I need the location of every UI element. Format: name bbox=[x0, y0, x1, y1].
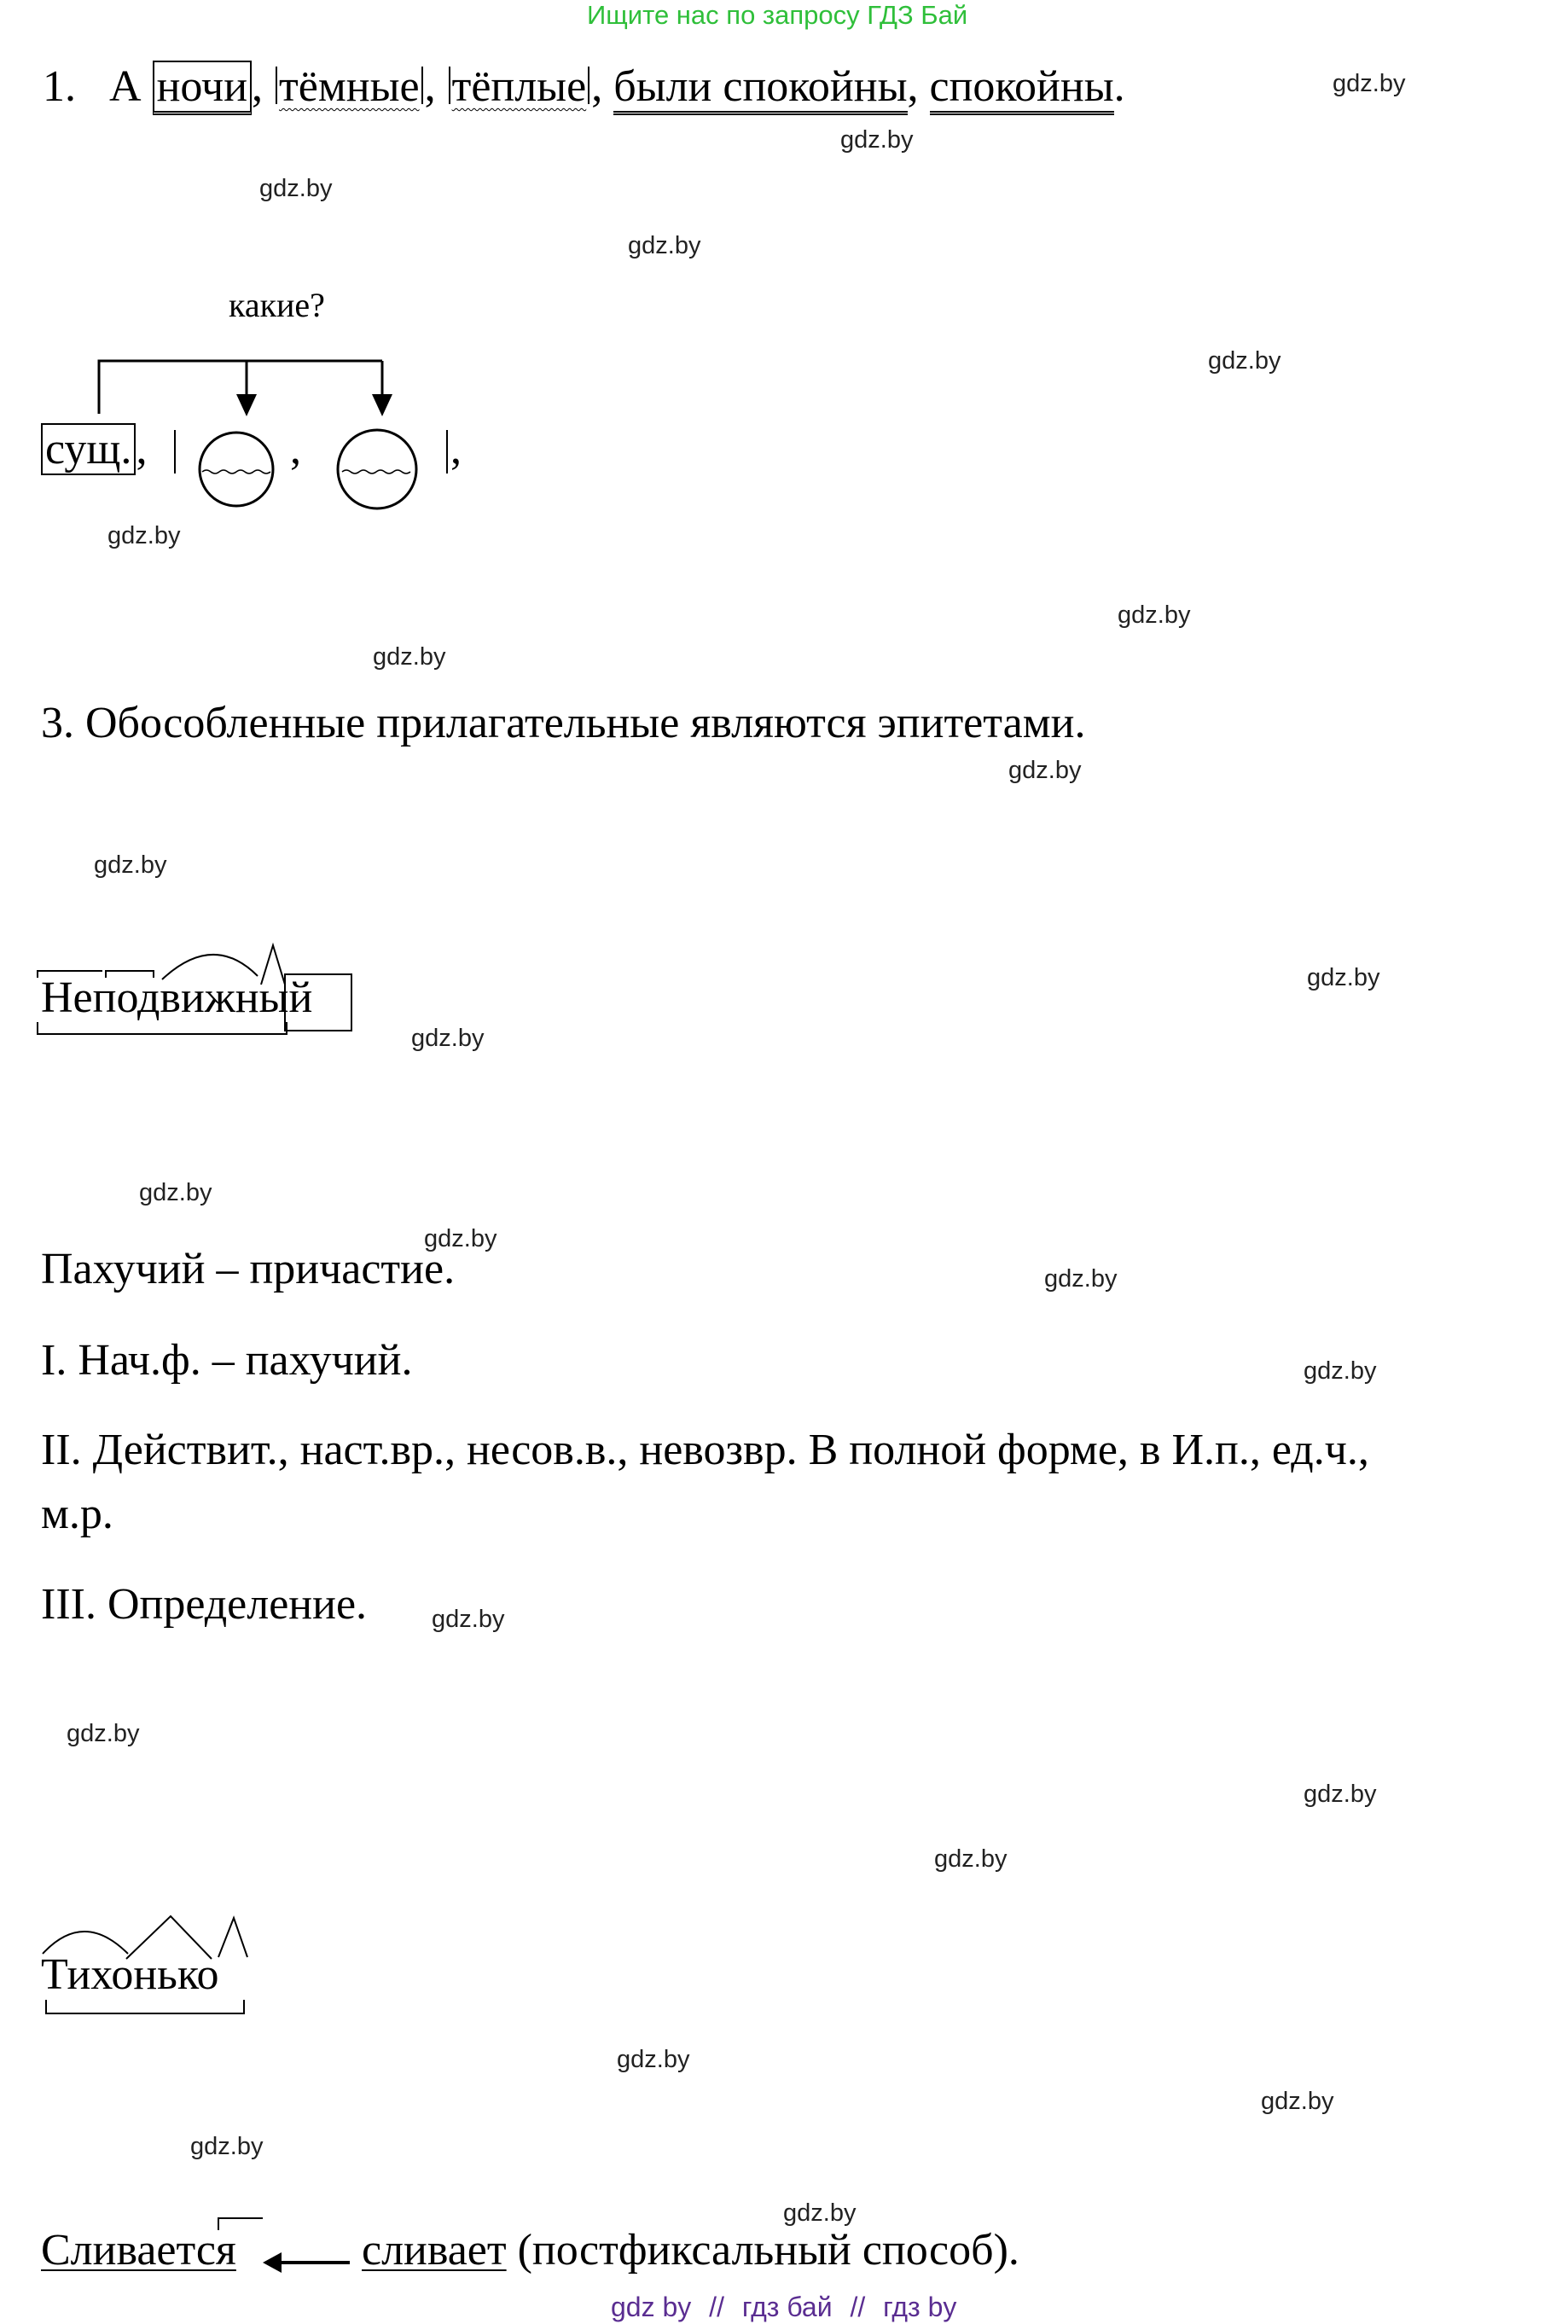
watermark: gdz.by bbox=[617, 2046, 690, 2073]
analysis-line-3a: II. Действит., наст.вр., несов.в., невозвр. В полной форме, в И.п., ед.ч., bbox=[41, 1426, 1369, 1474]
watermark: gdz.by bbox=[259, 175, 333, 202]
watermark: gdz.by bbox=[1304, 1781, 1377, 1808]
word-temnye: тёмные bbox=[279, 62, 420, 111]
derivation-marks bbox=[0, 0, 375, 2304]
footer-links bbox=[611, 2292, 956, 2323]
predicate-1: были спокойны bbox=[613, 62, 907, 115]
scheme-comma: , bbox=[450, 425, 462, 474]
watermark: gdz.by bbox=[1304, 1357, 1377, 1385]
watermark: gdz.by bbox=[840, 126, 914, 154]
watermark: gdz.by bbox=[424, 1225, 497, 1252]
noun-label: сущ. bbox=[41, 423, 136, 475]
comma: , bbox=[591, 62, 603, 111]
period: . bbox=[1113, 62, 1125, 111]
arrow-head bbox=[263, 2252, 282, 2273]
footer-sep: // bbox=[850, 2292, 866, 2322]
watermark: gdz.by bbox=[411, 1025, 485, 1052]
derivation-base bbox=[362, 2225, 1019, 2276]
comma: , bbox=[136, 425, 148, 474]
comma: , bbox=[907, 62, 919, 111]
watermark: gdz.by bbox=[94, 851, 167, 879]
watermark: gdz.by bbox=[1044, 1265, 1118, 1293]
footer-sep: // bbox=[709, 2292, 724, 2322]
analysis-line-4: III. Определение. bbox=[41, 1580, 368, 1629]
footer-link-3[interactable]: гдз by bbox=[883, 2292, 957, 2322]
watermark: gdz.by bbox=[1333, 70, 1406, 97]
analysis-line-3b: м.р. bbox=[41, 1490, 113, 1538]
footer-link-2[interactable]: гдз бай bbox=[741, 2292, 833, 2322]
morph-word-2: Тихонько bbox=[41, 1950, 219, 1999]
watermark: gdz.by bbox=[67, 1720, 140, 1747]
watermark: gdz.by bbox=[1307, 964, 1380, 991]
base-word: сливает bbox=[362, 2226, 507, 2275]
morph-word-1: Неподвижный bbox=[41, 973, 313, 1022]
watermark: gdz.by bbox=[934, 1845, 1008, 1873]
watermark: gdz.by bbox=[190, 2133, 264, 2160]
derivation-note: (постфиксальный способ). bbox=[517, 2226, 1019, 2275]
watermark: gdz.by bbox=[628, 232, 701, 259]
watermark: gdz.by bbox=[373, 643, 446, 671]
word-teplye: тёплые bbox=[451, 62, 587, 111]
watermark: gdz.by bbox=[1118, 601, 1191, 629]
watermark: gdz.by bbox=[107, 522, 181, 549]
task-number: 1. bbox=[43, 62, 76, 111]
comma: , bbox=[252, 62, 264, 111]
top-banner[interactable]: Ищите нас по запросу ГДЗ Бай bbox=[587, 0, 968, 30]
analysis-line-2: I. Нач.ф. – пахучий. bbox=[41, 1336, 413, 1385]
task3-answer: 3. Обособленные прилагательные являются эпитетами. bbox=[41, 699, 1086, 747]
derivation-line bbox=[41, 2225, 236, 2276]
predicate-2: спокойны bbox=[930, 62, 1114, 115]
analysis-line-1: Пахучий – причастие. bbox=[41, 1245, 456, 1293]
watermark: gdz.by bbox=[783, 2199, 857, 2227]
scheme-question: какие? bbox=[229, 286, 325, 324]
word-a: А bbox=[109, 62, 142, 111]
watermark: gdz.by bbox=[432, 1606, 505, 1633]
comma: , bbox=[424, 62, 436, 111]
derived-word: Сливается bbox=[41, 2226, 236, 2275]
footer-link-1[interactable]: gdz by bbox=[611, 2292, 692, 2322]
watermark: gdz.by bbox=[1261, 2088, 1334, 2115]
word-nochi: ночи bbox=[153, 61, 252, 115]
watermark: gdz.by bbox=[139, 1179, 212, 1206]
watermark: gdz.by bbox=[1008, 757, 1082, 784]
scheme-comma: , bbox=[290, 425, 301, 474]
watermark: gdz.by bbox=[1208, 347, 1281, 375]
